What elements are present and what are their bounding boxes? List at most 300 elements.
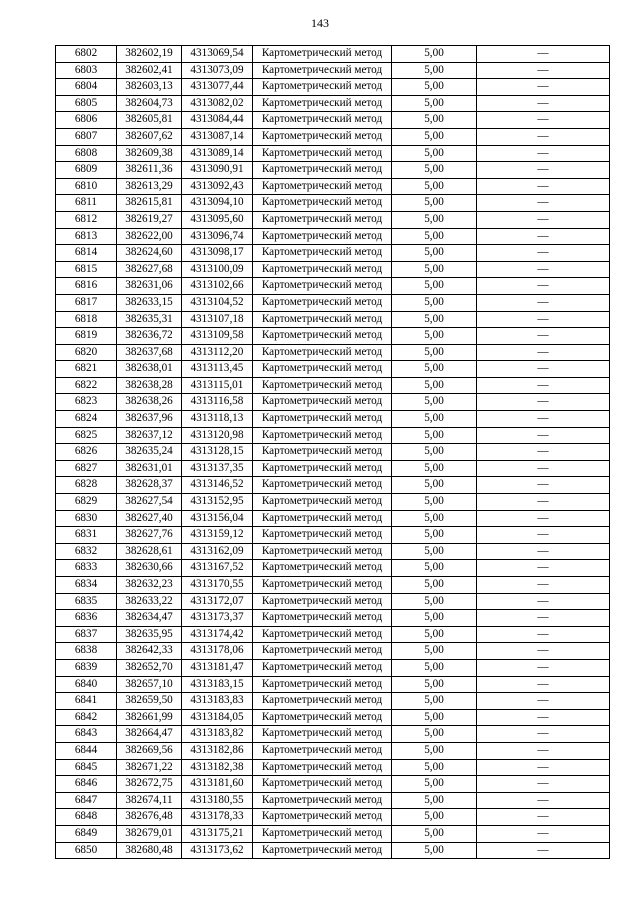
description-cell: — [477,328,610,345]
table-row [56,825,610,842]
description-cell: — [477,79,610,96]
description-cell: — [477,676,610,693]
y-coordinate-cell: 4313162,09 [182,543,253,560]
precision-cell: 5,00 [392,128,477,145]
description-cell: — [477,245,610,262]
point-number-cell: 6847 [56,792,117,809]
point-number-cell: 6818 [56,311,117,328]
description-cell: — [477,211,610,228]
precision-cell: 5,00 [392,178,477,195]
method-cell: Картометрический метод [253,792,392,809]
y-coordinate-cell: 4313102,66 [182,278,253,295]
method-cell: Картометрический метод [253,344,392,361]
x-coordinate-cell: 382672,75 [117,776,182,793]
precision-cell: 5,00 [392,361,477,378]
precision-cell: 5,00 [392,626,477,643]
table-row [56,95,610,112]
table-row [56,79,610,96]
method-cell: Картометрический метод [253,95,392,112]
precision-cell: 5,00 [392,261,477,278]
page-number: 143 [311,16,329,30]
point-number-cell: 6814 [56,245,117,262]
x-coordinate-cell: 382676,48 [117,809,182,826]
point-number-cell: 6843 [56,726,117,743]
method-cell: Картометрический метод [253,162,392,179]
x-coordinate-cell: 382619,27 [117,211,182,228]
point-number-cell: 6816 [56,278,117,295]
point-number-cell: 6811 [56,195,117,212]
x-coordinate-cell: 382637,68 [117,344,182,361]
precision-cell: 5,00 [392,145,477,162]
method-cell: Картометрический метод [253,79,392,96]
point-number-cell: 6834 [56,577,117,594]
description-cell: — [477,527,610,544]
x-coordinate-cell: 382638,28 [117,377,182,394]
table-row [56,742,610,759]
table-row [56,693,610,710]
point-number-cell: 6806 [56,112,117,129]
description-cell: — [477,510,610,527]
table-row [56,444,610,461]
description-cell: — [477,792,610,809]
method-cell: Картометрический метод [253,311,392,328]
table-row [56,577,610,594]
point-number-cell: 6804 [56,79,117,96]
y-coordinate-cell: 4313178,06 [182,643,253,660]
table-row [56,245,610,262]
coordinates-table [55,45,610,859]
point-number-cell: 6802 [56,46,117,63]
y-coordinate-cell: 4313137,35 [182,460,253,477]
method-cell: Картометрический метод [253,593,392,610]
y-coordinate-cell: 4313073,09 [182,62,253,79]
point-number-cell: 6846 [56,776,117,793]
description-cell: — [477,560,610,577]
table-row [56,809,610,826]
precision-cell: 5,00 [392,79,477,96]
table-row [56,560,610,577]
x-coordinate-cell: 382679,01 [117,825,182,842]
point-number-cell: 6831 [56,527,117,544]
x-coordinate-cell: 382638,01 [117,361,182,378]
point-number-cell: 6808 [56,145,117,162]
precision-cell: 5,00 [392,842,477,859]
x-coordinate-cell: 382609,38 [117,145,182,162]
x-coordinate-cell: 382664,47 [117,726,182,743]
y-coordinate-cell: 4313173,37 [182,610,253,627]
point-number-cell: 6850 [56,842,117,859]
table-row [56,477,610,494]
x-coordinate-cell: 382624,60 [117,245,182,262]
description-cell: — [477,809,610,826]
point-number-cell: 6810 [56,178,117,195]
x-coordinate-cell: 382661,99 [117,709,182,726]
point-number-cell: 6839 [56,659,117,676]
description-cell: — [477,494,610,511]
x-coordinate-cell: 382627,68 [117,261,182,278]
point-number-cell: 6828 [56,477,117,494]
y-coordinate-cell: 4313173,62 [182,842,253,859]
precision-cell: 5,00 [392,460,477,477]
point-number-cell: 6829 [56,494,117,511]
y-coordinate-cell: 4313089,14 [182,145,253,162]
precision-cell: 5,00 [392,278,477,295]
y-coordinate-cell: 4313113,45 [182,361,253,378]
description-cell: — [477,776,610,793]
precision-cell: 5,00 [392,294,477,311]
y-coordinate-cell: 4313182,38 [182,759,253,776]
method-cell: Картометрический метод [253,527,392,544]
method-cell: Картометрический метод [253,112,392,129]
x-coordinate-cell: 382602,41 [117,62,182,79]
precision-cell: 5,00 [392,46,477,63]
table-row [56,112,610,129]
x-coordinate-cell: 382613,29 [117,178,182,195]
precision-cell: 5,00 [392,394,477,411]
precision-cell: 5,00 [392,610,477,627]
y-coordinate-cell: 4313112,20 [182,344,253,361]
method-cell: Картометрический метод [253,726,392,743]
x-coordinate-cell: 382602,19 [117,46,182,63]
x-coordinate-cell: 382604,73 [117,95,182,112]
description-cell: — [477,742,610,759]
point-number-cell: 6824 [56,411,117,428]
method-cell: Картометрический метод [253,577,392,594]
precision-cell: 5,00 [392,792,477,809]
method-cell: Картометрический метод [253,643,392,660]
table-row [56,328,610,345]
precision-cell: 5,00 [392,162,477,179]
point-number-cell: 6820 [56,344,117,361]
y-coordinate-cell: 4313115,01 [182,377,253,394]
method-cell: Картометрический метод [253,328,392,345]
x-coordinate-cell: 382605,81 [117,112,182,129]
y-coordinate-cell: 4313146,52 [182,477,253,494]
x-coordinate-cell: 382680,48 [117,842,182,859]
table-row [56,62,610,79]
description-cell: — [477,377,610,394]
description-cell: — [477,128,610,145]
method-cell: Картометрический метод [253,693,392,710]
x-coordinate-cell: 382638,26 [117,394,182,411]
point-number-cell: 6841 [56,693,117,710]
table-row [56,211,610,228]
precision-cell: 5,00 [392,344,477,361]
x-coordinate-cell: 382632,23 [117,577,182,594]
precision-cell: 5,00 [392,510,477,527]
x-coordinate-cell: 382635,95 [117,626,182,643]
description-cell: — [477,294,610,311]
method-cell: Картометрический метод [253,228,392,245]
method-cell: Картометрический метод [253,742,392,759]
y-coordinate-cell: 4313082,02 [182,95,253,112]
table-row [56,195,610,212]
method-cell: Картометрический метод [253,510,392,527]
x-coordinate-cell: 382657,10 [117,676,182,693]
y-coordinate-cell: 4313159,12 [182,527,253,544]
y-coordinate-cell: 4313181,47 [182,659,253,676]
description-cell: — [477,411,610,428]
x-coordinate-cell: 382631,06 [117,278,182,295]
table-row [56,261,610,278]
description-cell: — [477,460,610,477]
table-row [56,676,610,693]
point-number-cell: 6835 [56,593,117,610]
precision-cell: 5,00 [392,228,477,245]
precision-cell: 5,00 [392,444,477,461]
point-number-cell: 6827 [56,460,117,477]
point-number-cell: 6825 [56,427,117,444]
table-row [56,411,610,428]
description-cell: — [477,95,610,112]
table-row [56,361,610,378]
point-number-cell: 6807 [56,128,117,145]
method-cell: Картометрический метод [253,278,392,295]
table-row [56,543,610,560]
precision-cell: 5,00 [392,709,477,726]
y-coordinate-cell: 4313087,14 [182,128,253,145]
method-cell: Картометрический метод [253,261,392,278]
precision-cell: 5,00 [392,95,477,112]
precision-cell: 5,00 [392,494,477,511]
description-cell: — [477,46,610,63]
precision-cell: 5,00 [392,809,477,826]
point-number-cell: 6823 [56,394,117,411]
y-coordinate-cell: 4313104,52 [182,294,253,311]
description-cell: — [477,726,610,743]
method-cell: Картометрический метод [253,709,392,726]
description-cell: — [477,693,610,710]
description-cell: — [477,709,610,726]
method-cell: Картометрический метод [253,560,392,577]
method-cell: Картометрический метод [253,676,392,693]
y-coordinate-cell: 4313120,98 [182,427,253,444]
x-coordinate-cell: 382637,12 [117,427,182,444]
coordinates-table-body [56,46,610,859]
table-row [56,344,610,361]
method-cell: Картометрический метод [253,659,392,676]
table-row [56,178,610,195]
x-coordinate-cell: 382611,36 [117,162,182,179]
x-coordinate-cell: 382631,01 [117,460,182,477]
point-number-cell: 6836 [56,610,117,627]
method-cell: Картометрический метод [253,245,392,262]
precision-cell: 5,00 [392,411,477,428]
precision-cell: 5,00 [392,311,477,328]
precision-cell: 5,00 [392,577,477,594]
method-cell: Картометрический метод [253,195,392,212]
precision-cell: 5,00 [392,195,477,212]
table-row [56,626,610,643]
x-coordinate-cell: 382642,33 [117,643,182,660]
y-coordinate-cell: 4313181,60 [182,776,253,793]
description-cell: — [477,543,610,560]
precision-cell: 5,00 [392,825,477,842]
x-coordinate-cell: 382652,70 [117,659,182,676]
description-cell: — [477,394,610,411]
y-coordinate-cell: 4313178,33 [182,809,253,826]
table-row [56,377,610,394]
method-cell: Картометрический метод [253,427,392,444]
y-coordinate-cell: 4313107,18 [182,311,253,328]
description-cell: — [477,577,610,594]
point-number-cell: 6830 [56,510,117,527]
table-row [56,294,610,311]
point-number-cell: 6842 [56,709,117,726]
description-cell: — [477,825,610,842]
description-cell: — [477,593,610,610]
table-row [56,394,610,411]
precision-cell: 5,00 [392,593,477,610]
table-row [56,709,610,726]
table-row [56,162,610,179]
point-number-cell: 6848 [56,809,117,826]
description-cell: — [477,195,610,212]
y-coordinate-cell: 4313167,52 [182,560,253,577]
point-number-cell: 6849 [56,825,117,842]
y-coordinate-cell: 4313116,58 [182,394,253,411]
y-coordinate-cell: 4313180,55 [182,792,253,809]
precision-cell: 5,00 [392,759,477,776]
description-cell: — [477,444,610,461]
y-coordinate-cell: 4313128,15 [182,444,253,461]
x-coordinate-cell: 382615,81 [117,195,182,212]
y-coordinate-cell: 4313152,95 [182,494,253,511]
table-row [56,759,610,776]
point-number-cell: 6838 [56,643,117,660]
table-row [56,494,610,511]
point-number-cell: 6821 [56,361,117,378]
method-cell: Картометрический метод [253,294,392,311]
precision-cell: 5,00 [392,527,477,544]
y-coordinate-cell: 4313094,10 [182,195,253,212]
method-cell: Картометрический метод [253,776,392,793]
method-cell: Картометрический метод [253,128,392,145]
method-cell: Картометрический метод [253,411,392,428]
y-coordinate-cell: 4313118,13 [182,411,253,428]
table-row [56,228,610,245]
point-number-cell: 6845 [56,759,117,776]
precision-cell: 5,00 [392,643,477,660]
description-cell: — [477,162,610,179]
x-coordinate-cell: 382603,13 [117,79,182,96]
x-coordinate-cell: 382637,96 [117,411,182,428]
point-number-cell: 6840 [56,676,117,693]
point-number-cell: 6819 [56,328,117,345]
x-coordinate-cell: 382607,62 [117,128,182,145]
precision-cell: 5,00 [392,477,477,494]
x-coordinate-cell: 382659,50 [117,693,182,710]
point-number-cell: 6812 [56,211,117,228]
y-coordinate-cell: 4313095,60 [182,211,253,228]
x-coordinate-cell: 382627,40 [117,510,182,527]
method-cell: Картометрический метод [253,809,392,826]
precision-cell: 5,00 [392,245,477,262]
y-coordinate-cell: 4313183,82 [182,726,253,743]
method-cell: Картометрический метод [253,394,392,411]
description-cell: — [477,261,610,278]
description-cell: — [477,759,610,776]
x-coordinate-cell: 382636,72 [117,328,182,345]
table-row [56,427,610,444]
table-row [56,842,610,859]
method-cell: Картометрический метод [253,494,392,511]
y-coordinate-cell: 4313100,09 [182,261,253,278]
description-cell: — [477,344,610,361]
x-coordinate-cell: 382627,54 [117,494,182,511]
point-number-cell: 6833 [56,560,117,577]
method-cell: Картометрический метод [253,361,392,378]
point-number-cell: 6805 [56,95,117,112]
y-coordinate-cell: 4313184,05 [182,709,253,726]
x-coordinate-cell: 382674,11 [117,792,182,809]
description-cell: — [477,659,610,676]
x-coordinate-cell: 382627,76 [117,527,182,544]
precision-cell: 5,00 [392,726,477,743]
method-cell: Картометрический метод [253,444,392,461]
description-cell: — [477,278,610,295]
method-cell: Картометрический метод [253,759,392,776]
y-coordinate-cell: 4313090,91 [182,162,253,179]
method-cell: Картометрический метод [253,46,392,63]
y-coordinate-cell: 4313069,54 [182,46,253,63]
x-coordinate-cell: 382635,31 [117,311,182,328]
table-row [56,792,610,809]
point-number-cell: 6809 [56,162,117,179]
x-coordinate-cell: 382634,47 [117,610,182,627]
table-row [56,726,610,743]
y-coordinate-cell: 4313077,44 [182,79,253,96]
description-cell: — [477,477,610,494]
y-coordinate-cell: 4313183,15 [182,676,253,693]
method-cell: Картометрический метод [253,842,392,859]
table-row [56,145,610,162]
description-cell: — [477,610,610,627]
table-row [56,46,610,63]
x-coordinate-cell: 382635,24 [117,444,182,461]
point-number-cell: 6815 [56,261,117,278]
precision-cell: 5,00 [392,560,477,577]
y-coordinate-cell: 4313183,83 [182,693,253,710]
method-cell: Картометрический метод [253,460,392,477]
x-coordinate-cell: 382628,37 [117,477,182,494]
description-cell: — [477,361,610,378]
y-coordinate-cell: 4313174,42 [182,626,253,643]
method-cell: Картометрический метод [253,626,392,643]
point-number-cell: 6826 [56,444,117,461]
method-cell: Картометрический метод [253,377,392,394]
precision-cell: 5,00 [392,659,477,676]
table-row [56,460,610,477]
precision-cell: 5,00 [392,62,477,79]
description-cell: — [477,626,610,643]
y-coordinate-cell: 4313175,21 [182,825,253,842]
table-row [56,659,610,676]
table-row [56,128,610,145]
method-cell: Картометрический метод [253,477,392,494]
y-coordinate-cell: 4313096,74 [182,228,253,245]
precision-cell: 5,00 [392,211,477,228]
precision-cell: 5,00 [392,543,477,560]
precision-cell: 5,00 [392,776,477,793]
precision-cell: 5,00 [392,427,477,444]
table-row [56,776,610,793]
description-cell: — [477,311,610,328]
y-coordinate-cell: 4313098,17 [182,245,253,262]
description-cell: — [477,145,610,162]
y-coordinate-cell: 4313156,04 [182,510,253,527]
y-coordinate-cell: 4313109,58 [182,328,253,345]
